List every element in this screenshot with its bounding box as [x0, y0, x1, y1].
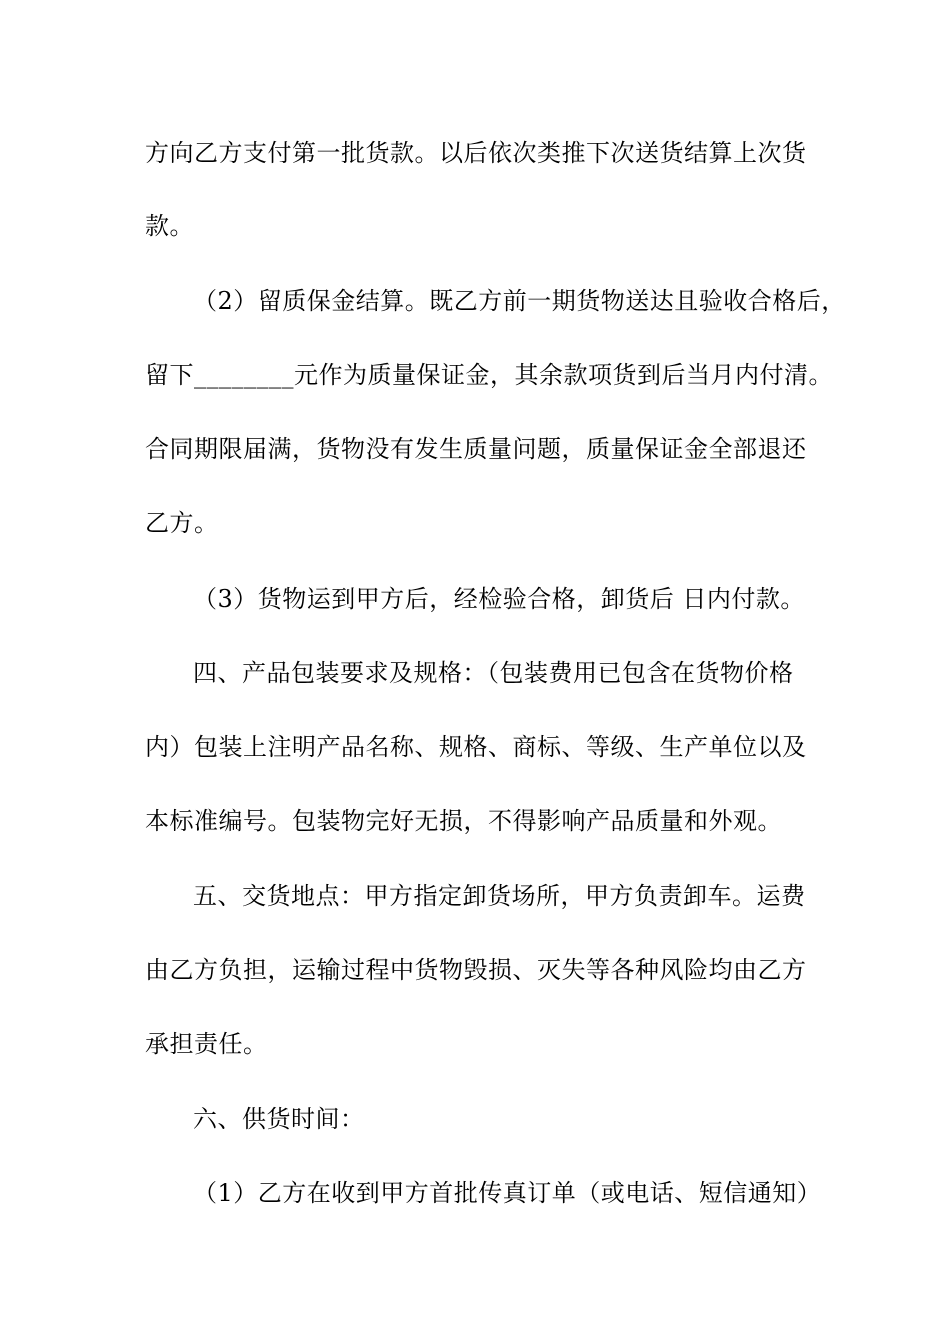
- text-line: 乙方。: [145, 509, 219, 537]
- text-line: （3）货物运到甲方后，经检验合格，卸货后 日内付款。: [193, 585, 805, 613]
- text-line: 本标准编号。包装物完好无损，不得影响产品质量和外观。: [145, 807, 782, 835]
- text-line: 承担责任。: [145, 1030, 268, 1058]
- text-line: （1）乙方在收到甲方首批传真订单（或电话、短信通知）: [193, 1179, 822, 1207]
- text-line: 款。: [145, 212, 194, 240]
- text-line: （2）留质保金结算。既乙方前一期货物送达且验收合格后，: [193, 287, 846, 315]
- text-line: 四、产品包装要求及规格：（包装费用已包含在货物价格: [193, 659, 794, 687]
- text-line: 方向乙方支付第一批货款。以后依次类推下次送货结算上次货: [145, 139, 807, 167]
- text-line: 合同期限届满，货物没有发生质量问题，质量保证金全部退还: [145, 435, 807, 463]
- text-line: 五、交货地点：甲方指定卸货场所，甲方负责卸车。运费: [193, 882, 806, 910]
- text-line: 内）包装上注明产品名称、规格、商标、等级、生产单位以及: [145, 733, 807, 761]
- text-line: 由乙方负担，运输过程中货物毁损、灭失等各种风险均由乙方: [145, 956, 807, 984]
- text-line: 留下________元作为质量保证金，其余款项货到后当月内付清。: [145, 361, 833, 389]
- text-line: 六、供货时间：: [193, 1105, 365, 1133]
